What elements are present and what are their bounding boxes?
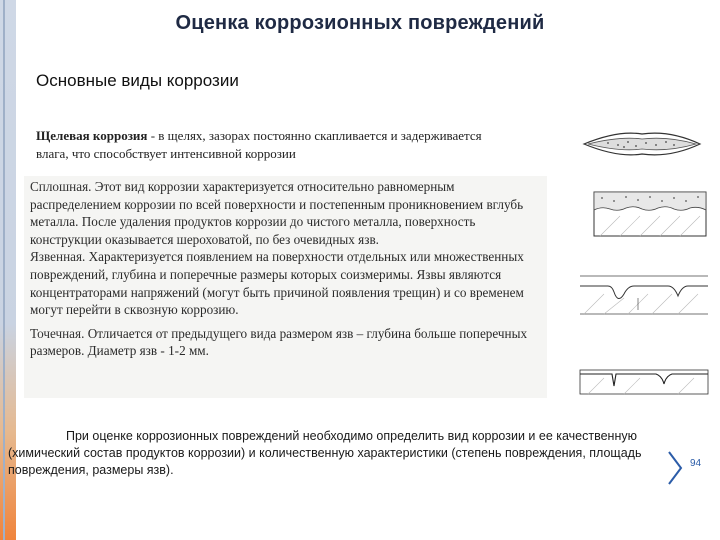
ulcer-corrosion-figure — [578, 264, 710, 326]
pitting-corrosion-text: . Отличается от предыдущего вида размером язв – глубина больше поперечных размеров. Диаметр язв - 1-2 мм. — [30, 325, 528, 359]
crevice-corrosion-term: Щелевая коррозия — [36, 128, 148, 143]
ulcer-corrosion-paragraph — [30, 248, 542, 318]
ulcer-corrosion-text: . Характеризуется появлением на поверхности отдельных или множественных повреждений, глубина и поперечные размеры которых соизмеримы. Язвы являются концентраторами напряжений (могут быть причиной появления трещин) и со временем могут перейти в сквозную коррозию. — [30, 249, 524, 318]
conclusion-paragraph — [8, 428, 698, 479]
uniform-corrosion-text: . Этот вид коррозии характеризуется относительно равномерным распределением коррозии по всей поверхности и постепенным проникновением вглубь металла. После удаления продуктов коррозии до чистого металла, поверхность конструкции оказывается шероховатой, по без очевидных язв. — [30, 179, 524, 247]
page-number: 94 — [690, 458, 702, 469]
pitting-corrosion-figure — [578, 362, 710, 402]
crevice-corrosion-description — [36, 127, 496, 163]
crevice-corrosion-figure — [578, 124, 706, 164]
corrosion-types-text — [30, 178, 542, 360]
page-indicator-chevron-icon — [665, 448, 685, 488]
section-subtitle: Основные виды коррозии — [36, 71, 239, 90]
crevice-corrosion-text: - в щелях, зазорах постоянно скапливается и задерживается влага, что способствует интенсивной коррозии — [36, 128, 482, 161]
uniform-corrosion-paragraph — [30, 178, 542, 248]
pitting-corrosion-paragraph — [30, 325, 542, 360]
conclusion-text: При оценке коррозионных повреждений необходимо определить вид коррозии и ее качественную (химический состав продуктов коррозии) и количественную характеристики (степень повреждения, площадь повреждения, размеры язв). — [8, 429, 642, 477]
pitting-corrosion-term: Точечная — [30, 325, 82, 341]
uniform-corrosion-figure — [590, 188, 710, 240]
page-title: Оценка коррозионных повреждений — [175, 12, 545, 34]
side-accent-stripe — [3, 0, 5, 540]
uniform-corrosion-term: Сплошная — [30, 179, 89, 194]
ulcer-corrosion-term: Язвенная — [30, 249, 83, 265]
